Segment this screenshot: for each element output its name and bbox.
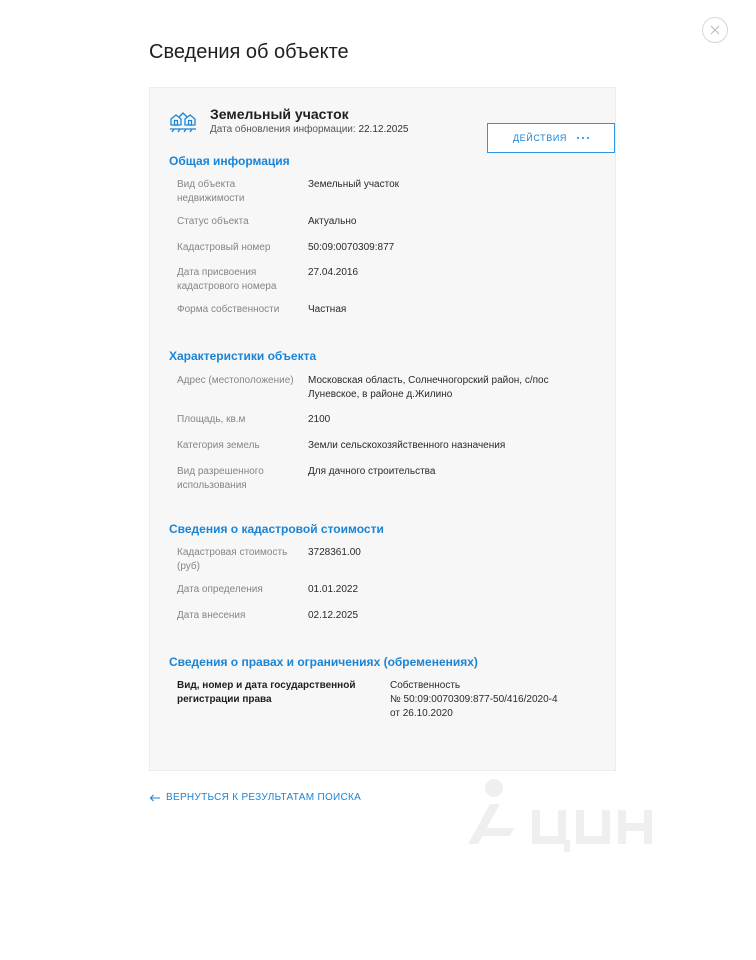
page-title: Сведения об объекте	[149, 41, 349, 63]
row-value: 2100	[308, 414, 331, 425]
row-label: Кадастровый номер	[177, 242, 271, 253]
object-card	[149, 87, 616, 771]
update-label: Дата обновления информации:	[210, 124, 356, 135]
row-value: 50:09:0070309:877	[308, 242, 395, 253]
row-value: Московская область, Солнечногорский район, с/пос Луневское, в районе д.Жилино	[308, 375, 549, 400]
back-link-label: ВЕРНУТЬСЯ К РЕЗУЛЬТАТАМ ПОИСКА	[166, 792, 362, 803]
row-label: Вид разрешенного использования	[177, 466, 264, 491]
row-label: Категория земель	[177, 440, 260, 451]
object-name: Земельный участок	[210, 106, 349, 122]
row-value: 01.01.2022	[308, 584, 359, 595]
actions-button[interactable]	[487, 123, 615, 153]
row-value	[390, 679, 590, 721]
row-value: 3728361.00	[308, 547, 361, 558]
row-value: 27.04.2016	[308, 267, 359, 278]
update-info	[210, 124, 409, 135]
back-to-results-link[interactable]	[149, 792, 361, 803]
section-title-general: Общая информация	[169, 154, 290, 168]
row-value: 02.12.2025	[308, 610, 359, 621]
row-label: Форма собственности	[177, 304, 280, 315]
row-value: Земельный участок	[308, 179, 400, 190]
section-title-characteristics: Характеристики объекта	[169, 349, 317, 363]
section-title-cadastral-value: Сведения о кадастровой стоимости	[169, 522, 384, 536]
row-label: Кадастровая стоимость (руб)	[177, 547, 288, 572]
row-label: Вид, номер и дата государственной регистрации права	[177, 680, 356, 705]
actions-label: ДЕЙСТВИЯ	[512, 133, 568, 143]
right-type: Собственность	[390, 680, 461, 691]
row-label: Площадь, кв.м	[177, 414, 246, 425]
close-button[interactable]	[702, 17, 728, 43]
right-number: № 50:09:0070309:877-50/416/2020-4	[390, 694, 558, 705]
arrow-left-icon	[149, 794, 161, 802]
row-label: Дата внесения	[177, 610, 246, 621]
object-header	[169, 105, 599, 143]
row-label: Дата определения	[177, 584, 263, 595]
land-plot-icon	[169, 109, 197, 133]
row-label: Статус объекта	[177, 216, 249, 227]
right-date: от 26.10.2020	[390, 708, 453, 719]
update-date: 22.12.2025	[358, 124, 409, 135]
row-value: Частная	[308, 304, 347, 315]
cian-watermark-logo	[458, 774, 668, 854]
more-dots-icon	[577, 137, 589, 139]
row-label: Дата присвоения кадастрового номера	[177, 267, 277, 292]
close-icon	[709, 24, 721, 36]
row-label: Вид объекта недвижимости	[177, 179, 245, 204]
row-label: Адрес (местоположение)	[177, 375, 294, 386]
row-value: Актуально	[308, 216, 357, 227]
section-title-rights: Сведения о правах и ограничениях (обременениях)	[169, 655, 478, 669]
row-value: Земли сельскохозяйственного назначения	[308, 440, 506, 451]
row-value: Для дачного строительства	[308, 466, 436, 477]
